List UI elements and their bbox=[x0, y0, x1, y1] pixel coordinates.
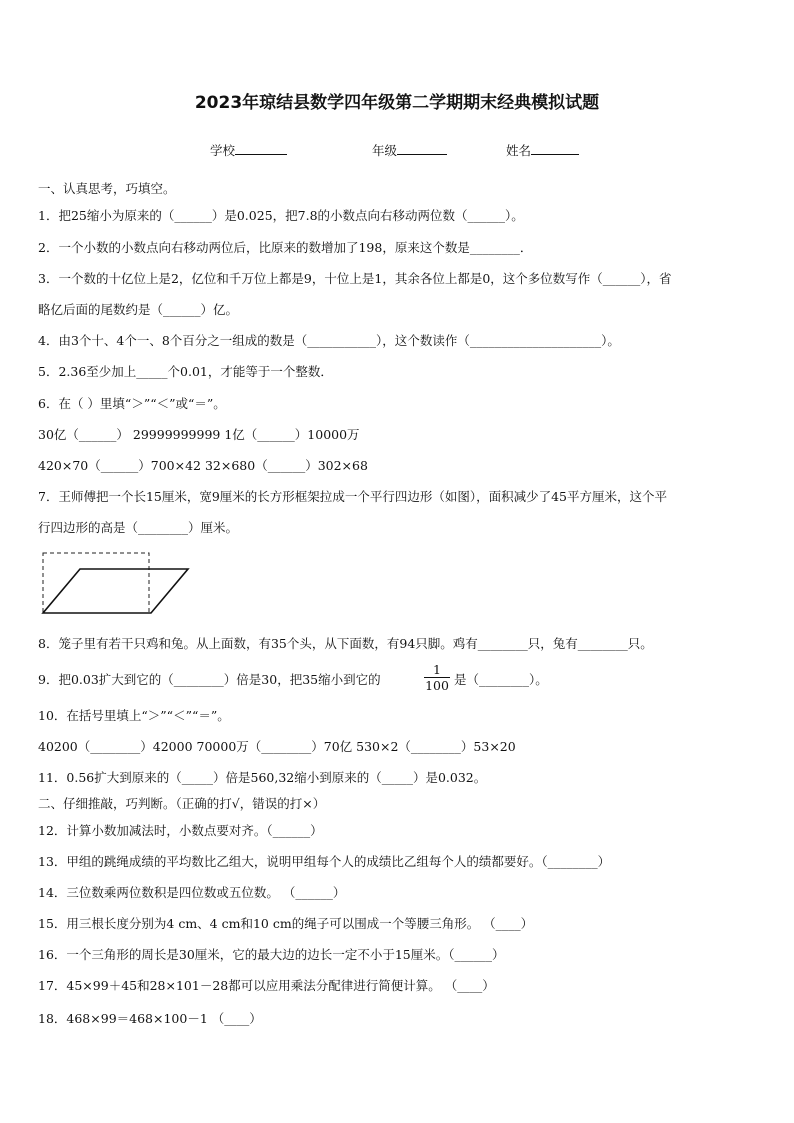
question-1: 1．把25缩小为原来的（______）是0.025，把7.8的小数点向右移动两位数（______）。 bbox=[38, 208, 524, 223]
question-2: 2．一个小数的小数点向右移动两位后，比原来的数增加了198，原来这个数是________． bbox=[38, 240, 533, 255]
question-5: 5．2.36至少加上_____个0.01，才能等于一个整数． bbox=[38, 364, 333, 379]
question-6-row-1: 30亿（______） 29999999999 1亿（______）10000万 bbox=[38, 427, 360, 442]
grade-blank[interactable] bbox=[397, 142, 447, 155]
question-16: 16．一个三角形的周长是30厘米，它的最大边的边长一定不小于15厘米。（______） bbox=[38, 947, 505, 962]
question-17: 17．45×99＋45和28×101－28都可以应用乘法分配律进行简便计算。 （____） bbox=[38, 978, 495, 993]
school-label: 学校 bbox=[210, 143, 236, 158]
document-title: 2023年琼结县数学四年级第二学期期末经典模拟试题 bbox=[194, 93, 600, 113]
name-label: 姓名 bbox=[506, 143, 532, 158]
question-18: 18．468×99＝468×100－1 （____） bbox=[38, 1011, 262, 1026]
question-9-part-2: 是（________）。 bbox=[454, 672, 548, 687]
question-3-line-1: 3．一个数的十亿位上是2，亿位和千万位上都是9，十位上是1，其余各位上都是0，这个多位数写作（______），省 bbox=[38, 271, 672, 286]
parallelogram-figure bbox=[40, 551, 192, 617]
question-10-row: 40200（________）42000 70000万（________）70亿 530×2（________）53×20 bbox=[38, 739, 516, 754]
question-11: 11．0.56扩大到原来的（_____）倍是560,32缩小到原来的（_____）是0.032。 bbox=[38, 770, 487, 785]
section-judge-heading: 二、仔细推敲，巧判断。（正确的打√，错误的打×） bbox=[38, 796, 326, 811]
question-4: 4．由3个十、4个一、8个百分之一组成的数是（___________），这个数读作（_____________________）。 bbox=[38, 333, 620, 348]
school-blank[interactable] bbox=[235, 142, 287, 155]
original-rectangle-outline bbox=[43, 553, 149, 613]
question-15: 15．用三根长度分别为4 cm、4 cm和10 cm的绳子可以围成一个等腰三角形。 （____） bbox=[38, 916, 534, 931]
question-9-part-1: 9．把0.03扩大到它的（________）倍是30，把35缩小到它的 bbox=[38, 672, 381, 687]
question-10: 10．在括号里填上“＞”“＜”“＝”。 bbox=[38, 708, 230, 723]
question-13: 13．甲组的跳绳成绩的平均数比乙组大，说明甲组每个人的成绩比乙组每个人的绩都要好。（________） bbox=[38, 854, 611, 869]
fraction-denominator: 100 bbox=[425, 678, 449, 693]
section-fill-blank-heading: 一、认真思考，巧填空。 bbox=[38, 181, 176, 196]
question-7-line-2: 行四边形的高是（________）厘米。 bbox=[38, 520, 239, 535]
question-6-row-2: 420×70（______）700×42 32×680（______）302×68 bbox=[38, 458, 368, 473]
question-12: 12．计算小数加减法时，小数点要对齐。（______） bbox=[38, 823, 323, 838]
question-14: 14．三位数乘两位数积是四位数或五位数。 （______） bbox=[38, 885, 346, 900]
question-6: 6．在（ ）里填“＞”“＜”或“＝”。 bbox=[38, 396, 226, 411]
fraction-one-hundredth bbox=[424, 662, 450, 693]
fraction-numerator: 1 bbox=[424, 662, 450, 678]
grade-field bbox=[372, 141, 447, 159]
question-3-line-2: 略亿后面的尾数约是（______）亿。 bbox=[38, 302, 239, 317]
question-7-line-1: 7．王师傅把一个长15厘米，宽9厘米的长方形框架拉成一个平行四边形（如图），面积减少了45平方厘米，这个平 bbox=[38, 489, 667, 504]
grade-label: 年级 bbox=[372, 143, 398, 158]
school-field bbox=[210, 141, 287, 159]
name-field bbox=[506, 141, 579, 159]
parallelogram-shape bbox=[43, 569, 188, 613]
name-blank[interactable] bbox=[531, 142, 579, 155]
question-8: 8．笼子里有若干只鸡和兔。从上面数，有35个头，从下面数，有94只脚。鸡有________只，兔有________只。 bbox=[38, 636, 653, 651]
